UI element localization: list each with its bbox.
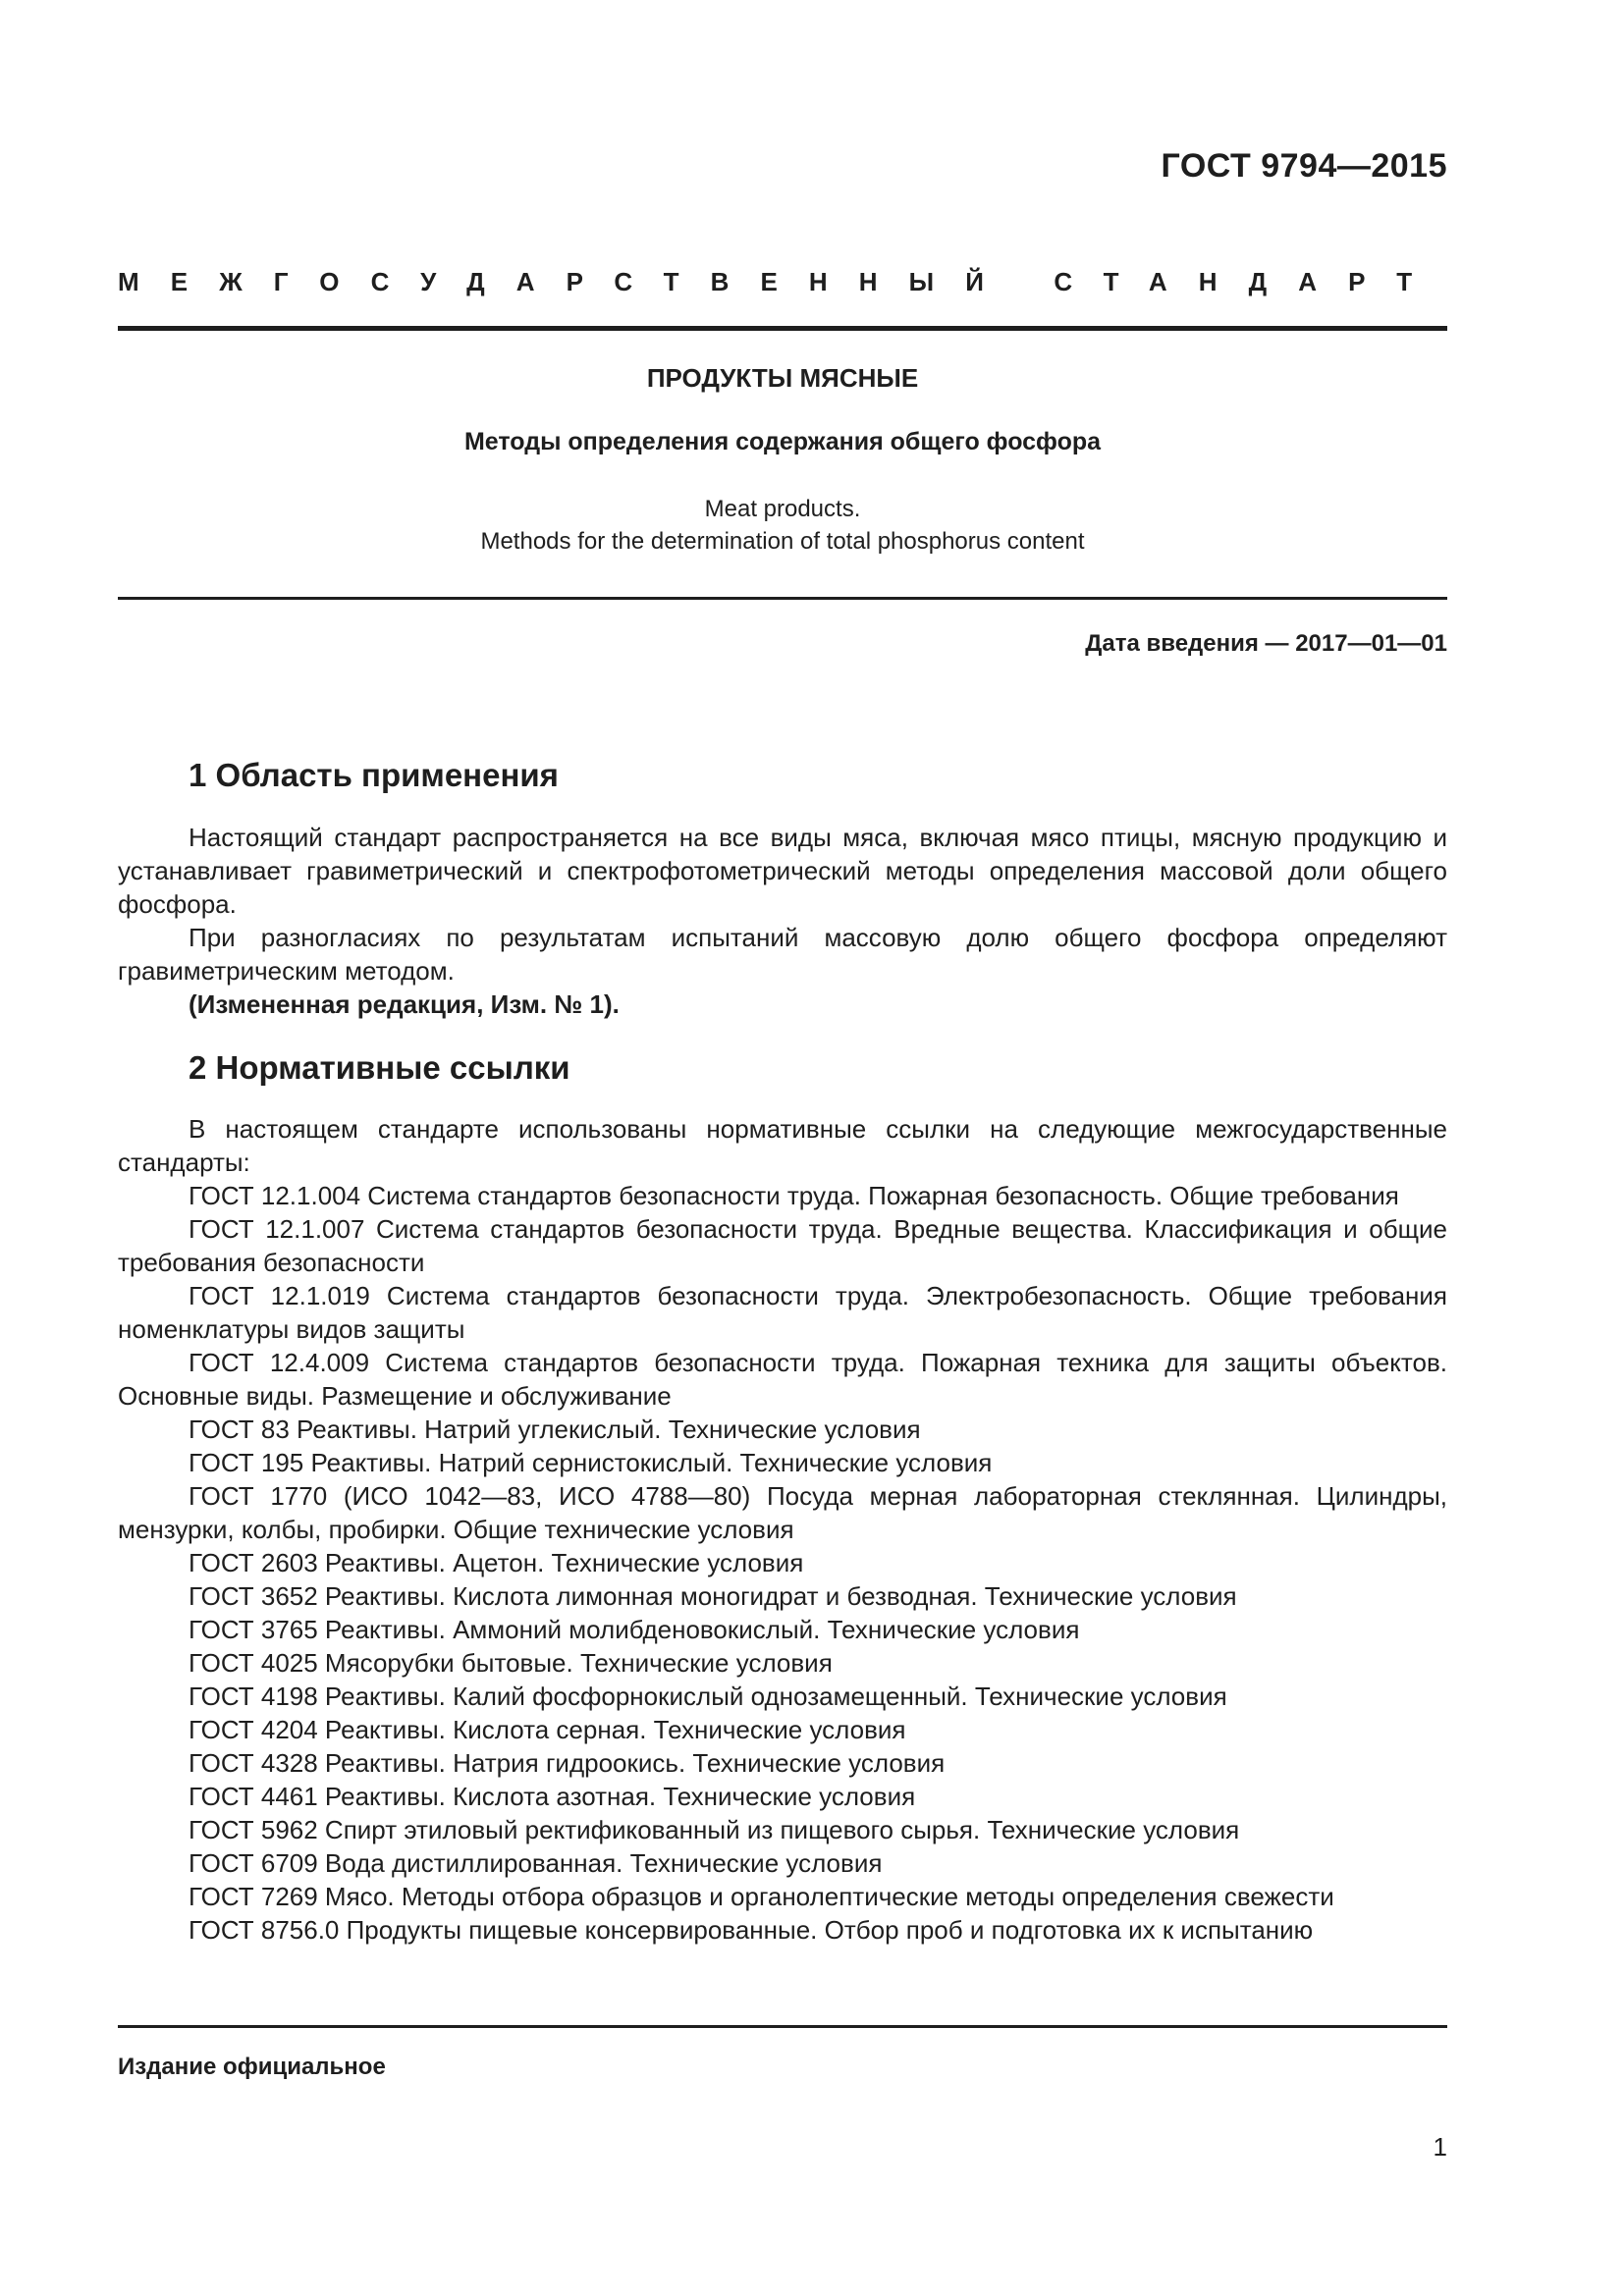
reference-item: ГОСТ 4025 Мясорубки бытовые. Технические условия [189,1648,833,1679]
paragraph: При разногласиях по результатам испытаний массовую долю общего фосфора определяют гравиметрическим методом. [118,922,1447,986]
reference-item: ГОСТ 4461 Реактивы. Кислота азотная. Технические условия [189,1782,916,1812]
reference-item: ГОСТ 83 Реактивы. Натрий углекислый. Технические условия [189,1415,921,1445]
reference-item: ГОСТ 1770 (ИСО 1042—83, ИСО 4788—80) Посуда мерная лабораторная стеклянная. Цилиндры, мензурки, колбы, пробирки. Общие технические условия [118,1481,1447,1545]
document-subtitle: Методы определения содержания общего фосфора [463,428,1102,455]
reference-item: ГОСТ 3652 Реактивы. Кислота лимонная моногидрат и безводная. Технические условия [189,1581,1237,1612]
reference-item: ГОСТ 3765 Реактивы. Аммоний молибденовокислый. Технические условия [189,1615,1080,1645]
interstate-standard-banner: МЕЖГОСУДАРСТВЕННЫЙ СТАНДАРТ [118,267,1444,296]
section-scope [118,756,1447,1021]
section-heading: 2 Нормативные ссылки [189,1048,570,1086]
header-divider [118,326,1447,331]
title-divider [118,597,1447,600]
amendment-note: (Измененная редакция, Изм. № 1). [189,988,620,1019]
section-heading: 1 Область применения [189,757,559,793]
reference-item: ГОСТ 12.1.019 Система стандартов безопасности труда. Электробезопасность. Общие требования номенклатуры видов защиты [118,1281,1447,1345]
reference-item: ГОСТ 4204 Реактивы. Кислота серная. Технические условия [189,1715,906,1745]
section-normative-references [118,1048,1447,1948]
reference-item: ГОСТ 195 Реактивы. Натрий сернистокислый. Технические условия [189,1448,993,1478]
document-title: ПРОДУКТЫ МЯСНЫЕ [646,363,919,393]
reference-item: ГОСТ 8756.0 Продукты пищевые консервированные. Отбор проб и подготовка их к испытанию [189,1915,1314,1946]
introduction-date: Дата введения — 2017—01—01 [1085,630,1447,657]
reference-item: ГОСТ 12.1.007 Система стандартов безопасности труда. Вредные вещества. Классификация и общие требования безопасности [118,1214,1447,1278]
standard-code: ГОСТ 9794—2015 [1161,147,1447,185]
reference-item: ГОСТ 12.1.004 Система стандартов безопасности труда. Пожарная безопасность. Общие требования [189,1181,1399,1211]
paragraph: В настоящем стандарте использованы нормативные ссылки на следующие межгосударственные стандарты: [118,1114,1447,1178]
reference-item: ГОСТ 4198 Реактивы. Калий фосфорнокислый однозамещенный. Технические условия [189,1682,1227,1712]
reference-item: ГОСТ 5962 Спирт этиловый ректификованный из пищевого сырья. Технические условия [189,1815,1240,1845]
paragraph: Настоящий стандарт распространяется на все виды мяса, включая мясо птицы, мясную продукцию и устанавливает гравиметрический и спектрофотометрический методы определения массовой доли общего фосфора. [118,822,1447,919]
official-edition-label: Издание официальное [118,2054,386,2080]
reference-item: ГОСТ 6709 Вода дистиллированная. Технические условия [189,1848,883,1879]
document-body [118,756,1447,1974]
page-number: 1 [1433,2132,1447,2162]
reference-item: ГОСТ 4328 Реактивы. Натрия гидроокись. Технические условия [189,1748,946,1779]
reference-item: ГОСТ 2603 Реактивы. Ацетон. Технические условия [189,1548,804,1578]
english-title [118,493,1447,558]
english-title-line-1: Meat products. [704,496,861,522]
english-title-line-2: Methods for the determination of total phosphorus content [480,528,1085,555]
reference-item: ГОСТ 7269 Мясо. Методы отбора образцов и органолептические методы определения свежести [189,1882,1334,1912]
footer-divider [118,2025,1447,2028]
reference-item: ГОСТ 12.4.009 Система стандартов безопасности труда. Пожарная техника для защиты объектов. Основные виды. Размещение и обслуживание [118,1348,1447,1412]
